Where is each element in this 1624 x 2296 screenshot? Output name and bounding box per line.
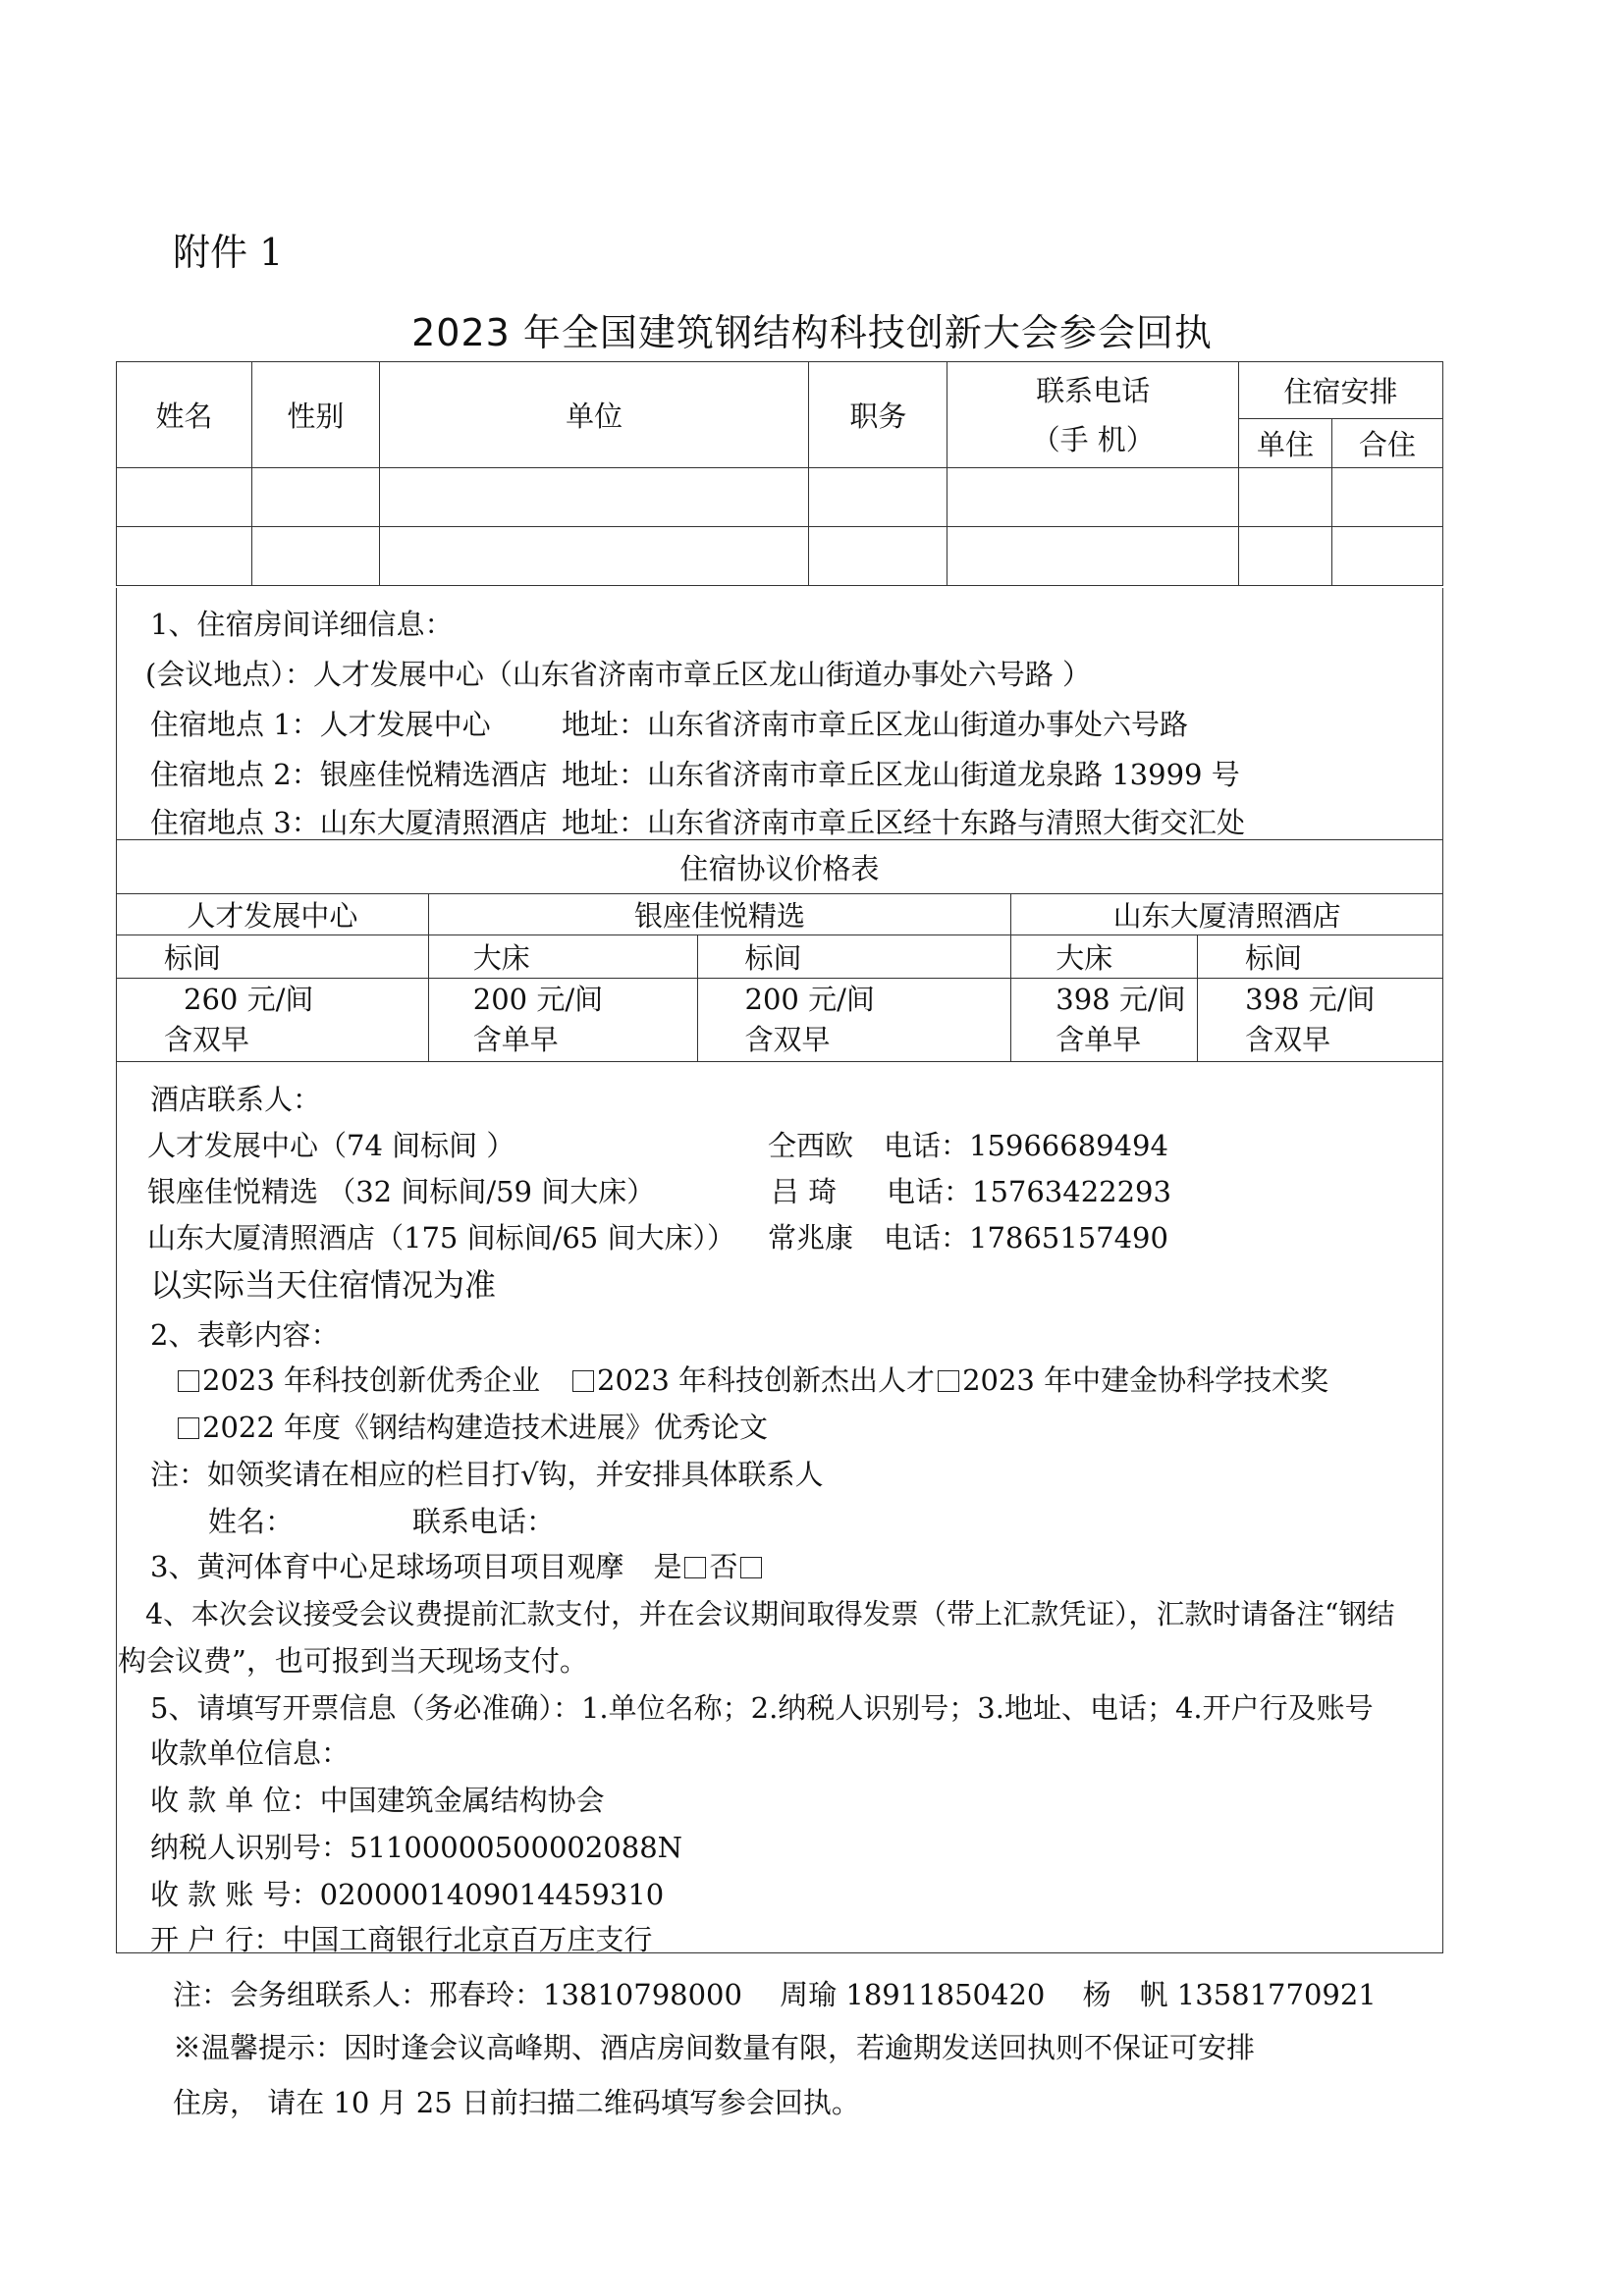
header-name: 姓名: [117, 362, 252, 468]
visit-yes-label: 是: [653, 1550, 682, 1583]
awards-row-2: [175, 1406, 768, 1446]
award-phone-label: 联系电话：: [412, 1505, 556, 1538]
header-accommodation: 住宿安排: [1239, 362, 1443, 419]
shared-cell[interactable]: [1332, 468, 1443, 527]
position-cell[interactable]: [809, 527, 947, 586]
contact-hotel: 人才发展中心（74 间标间 ）: [147, 1129, 515, 1162]
price-cell: [428, 979, 697, 1062]
location-1-label: 住宿地点 1：人才发展中心: [150, 708, 491, 741]
payee-tax-id: 纳税人识别号：511000005000020​88N: [150, 1831, 683, 1864]
award-item: 2022 年度《钢结构建造技术进展》优秀论文: [202, 1411, 769, 1444]
room-type: 大床: [428, 935, 697, 979]
room-info-heading: 1、住宿房间详细信息：: [150, 608, 454, 641]
price-cell: [1011, 979, 1198, 1062]
room-type: 标间: [117, 935, 429, 979]
breakfast: 含双早: [744, 1023, 831, 1056]
awards-note: 注：如领奖请在相应的栏目打√钩，并安排具体联系人: [150, 1458, 824, 1491]
contact-person: 吕 琦: [771, 1175, 838, 1208]
price: 398 元/间: [1245, 983, 1376, 1016]
organizer-contacts: 注：会务组联系人：邢春玲：13810798000 周瑜 18911850420 杨 帆 13581770921: [173, 1978, 1377, 2011]
visit-text: 3、黄河体育中心足球场项目项目观摩: [150, 1550, 624, 1583]
price: 200 元/间: [472, 983, 604, 1016]
header-single: 单住: [1239, 419, 1332, 468]
breakfast: 含单早: [472, 1023, 559, 1056]
header-phone-line2: （手 机）: [1031, 422, 1155, 456]
awards-heading: 2、表彰内容：: [150, 1318, 340, 1352]
tip-line-1: ※温馨提示：因时逢会议高峰期、酒店房间数量有限，若逾期发送回执则不保证可安排: [173, 2031, 1256, 2064]
location-3-label: 住宿地点 3：山东大厦清照酒店: [150, 806, 548, 839]
checkbox[interactable]: [178, 1417, 199, 1439]
payment-line-1: 4、本次会议接受会议费提前汇款支付，并在会议期间取得发票（带上汇款凭证），汇款时请备注“钢结: [145, 1598, 1395, 1630]
visit-yes-checkbox[interactable]: [684, 1557, 706, 1578]
single-cell[interactable]: [1239, 468, 1332, 527]
contact-hotel: 山东大厦清照酒店（175 间标间/65 间大床））: [147, 1221, 735, 1255]
location-3-address: 地址：山东省济南市章丘区经十东路与清照大街交汇处: [562, 806, 1246, 839]
phone-cell[interactable]: [947, 527, 1239, 586]
award-item: 2023 年科技创新杰出人才: [597, 1363, 936, 1397]
venue-line: (会议地点）：人才发展中心（山东省济南市章丘区龙山街道办事处六号路 ）: [145, 658, 1092, 691]
header-position: 职务: [809, 362, 947, 468]
location-2-address: 地址：山东省济南市章丘区龙山街道龙泉路 13999 号: [562, 758, 1240, 791]
hotel-header: 山东大厦清照酒店: [1011, 894, 1443, 935]
hotel-header: 人才发展中心: [117, 894, 429, 935]
visit-no-label: 否: [709, 1550, 738, 1583]
contacts-note: 以实际当天住宿情况为准: [150, 1266, 497, 1304]
tip-line-2: 住房， 请在 10 月 25 日前扫描二维码填写参会回执。: [173, 2086, 860, 2119]
award-name-label: 姓名：: [208, 1505, 295, 1538]
shared-cell[interactable]: [1332, 527, 1443, 586]
form-row: [117, 468, 1443, 527]
checkbox[interactable]: [572, 1370, 594, 1392]
contact-phone: 电话：15763422293: [887, 1175, 1171, 1208]
attachment-label: 附件 1: [173, 231, 284, 274]
room-type: 大床: [1011, 935, 1198, 979]
price-cell: [1198, 979, 1443, 1062]
award-item: 2023 年中建金协科学技术奖: [962, 1363, 1329, 1397]
contact-hotel: 银座佳悦精选 （32 间标间/59 间大床）: [147, 1175, 656, 1208]
page-title: 2023 年全国建筑钢结构科技创新大会参会回执: [411, 311, 1213, 354]
single-cell[interactable]: [1239, 527, 1332, 586]
price: 398 元/间: [1056, 983, 1186, 1016]
price-cell: [117, 979, 429, 1062]
breakfast: 含双早: [1245, 1023, 1331, 1056]
room-type: 标间: [1198, 935, 1443, 979]
visit-no-checkbox[interactable]: [740, 1557, 762, 1578]
header-unit: 单位: [379, 362, 809, 468]
breakfast: 含双早: [164, 1023, 250, 1056]
contacts-heading: 酒店联系人：: [150, 1083, 322, 1116]
room-type: 标间: [697, 935, 1011, 979]
contact-phone: 电话：17865157490: [884, 1221, 1168, 1255]
payee-heading: 收款单位信息：: [150, 1736, 351, 1770]
gender-cell[interactable]: [251, 527, 379, 586]
hotel-header: 银座佳悦精选: [428, 894, 1011, 935]
price: 200 元/间: [744, 983, 875, 1016]
header-shared: 合住: [1332, 419, 1443, 468]
payee-bank: 开 户 行：中国工商银行北京百万庄支行: [150, 1923, 653, 1956]
invoice-line: 5、请填写开票信息（务必准确）：1.单位名称；2.纳税人识别号；3.地址、电话；4.开户行及账号: [150, 1691, 1374, 1725]
name-cell[interactable]: [117, 468, 252, 527]
price-table-title: 住宿协议价格表: [117, 840, 1443, 894]
payment-line-2: 构会议费”，也可报到当天现场支付。: [118, 1644, 588, 1678]
checkbox[interactable]: [178, 1370, 199, 1392]
payee-account: 收 款 账 号：0200001409014459310: [150, 1878, 665, 1911]
unit-cell[interactable]: [379, 468, 809, 527]
header-gender: 性别: [251, 362, 379, 468]
contact-person: 仝西欧: [768, 1129, 854, 1162]
payee-unit: 收 款 单 位：中国建筑金属结构协会: [150, 1784, 605, 1817]
price-cell: [697, 979, 1011, 1062]
contact-person: 常兆康: [768, 1221, 854, 1255]
phone-cell[interactable]: [947, 468, 1239, 527]
position-cell[interactable]: [809, 468, 947, 527]
visit-line: [150, 1545, 765, 1585]
contact-phone: 电话：15966689494: [884, 1129, 1168, 1162]
award-item: 2023 年科技创新优秀企业: [202, 1363, 541, 1397]
form-row: [117, 527, 1443, 586]
price: 260 元/间: [184, 983, 314, 1016]
name-cell[interactable]: [117, 527, 252, 586]
gender-cell[interactable]: [251, 468, 379, 527]
location-2-label: 住宿地点 2：银座佳悦精选酒店: [150, 758, 548, 791]
price-table: [116, 839, 1443, 1062]
checkbox[interactable]: [938, 1370, 959, 1392]
awards-row-1: [175, 1359, 1328, 1399]
unit-cell[interactable]: [379, 527, 809, 586]
breakfast: 含单早: [1056, 1023, 1142, 1056]
header-phone: [947, 362, 1239, 468]
location-1-address: 地址：山东省济南市章丘区龙山街道办事处六号路: [562, 708, 1189, 741]
registration-table: [116, 361, 1443, 586]
header-phone-line1: 联系电话: [1036, 373, 1151, 407]
